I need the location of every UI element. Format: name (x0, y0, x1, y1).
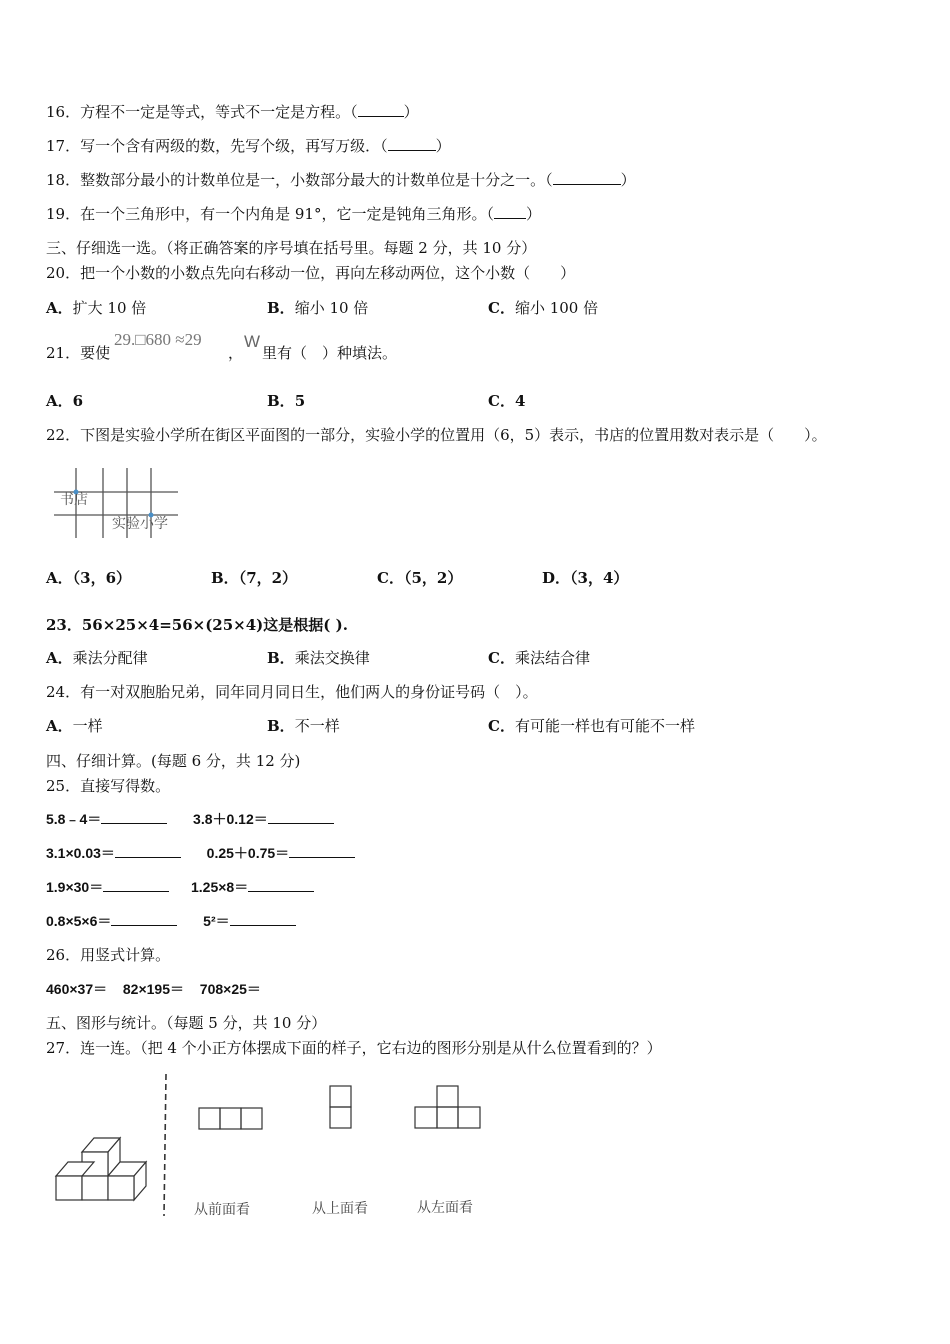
question-18: 18．整数部分最小的计数单位是一，小数部分最大的计数单位是十分之一。（ ） (46, 171, 636, 189)
question-20: 20．把一个小数的小数点先向右移动一位，再向左移动两位，这个小数（ ） (46, 264, 576, 282)
answer-blank[interactable] (289, 843, 355, 858)
question-25: 25．直接写得数。 (46, 777, 171, 795)
approx-formula: 29.□680 ≈29 (114, 330, 202, 349)
option-a[interactable]: A．6 (46, 392, 84, 410)
question-23: 23．56×25×4=56×(25×4)这是根据( ). (46, 616, 348, 634)
view-shape-row (199, 1108, 262, 1129)
answer-blank[interactable] (103, 877, 169, 892)
answer-blank[interactable] (101, 809, 167, 824)
option-b[interactable]: B．乘法交换律 (267, 649, 370, 667)
option-b[interactable]: B．不一样 (267, 717, 340, 735)
question-21-suffix: 里有（ ）种填法。 (262, 344, 398, 362)
option-a[interactable]: A．（3，6） (46, 569, 132, 587)
section-heading-4: 四、仔细计算。(每题 6 分，共 12 分) (46, 752, 301, 770)
option-c[interactable]: C．有可能一样也有可能不一样 (488, 717, 695, 735)
option-b[interactable]: B．缩小 10 倍 (267, 299, 369, 317)
answer-blank[interactable] (248, 877, 314, 892)
option-c[interactable]: C．（5，2） (377, 569, 463, 587)
square-symbol: W (244, 332, 261, 351)
formula-comma: ， (228, 344, 244, 362)
option-b[interactable]: B．（7，2） (211, 569, 298, 587)
question-26: 26．用竖式计算。 (46, 946, 171, 964)
option-a[interactable]: A．一样 (46, 717, 103, 735)
view-shape-pyramid (415, 1086, 480, 1128)
cube-stack (56, 1138, 146, 1200)
view-label-left[interactable]: 从左面看 (417, 1199, 473, 1215)
option-c[interactable]: C．缩小 100 倍 (488, 299, 599, 317)
calc-row: 0.8×5×6＝ 5²＝ (46, 911, 296, 931)
answer-blank[interactable] (115, 843, 181, 858)
question-22: 22．下图是实验小学所在街区平面图的一部分，实验小学的位置用（6，5）表示，书店的位置用数对表示是（ ）。 (46, 426, 827, 444)
answer-blank[interactable] (494, 204, 526, 219)
option-a[interactable]: A．扩大 10 倍 (46, 299, 147, 317)
bookstore-label: 书店 (60, 492, 88, 508)
answer-blank[interactable] (230, 911, 296, 926)
option-c[interactable]: C．4 (488, 392, 526, 410)
answer-blank[interactable] (268, 809, 334, 824)
view-shape-column (330, 1086, 351, 1128)
option-b[interactable]: B．5 (267, 392, 306, 410)
answer-blank[interactable] (553, 170, 621, 185)
calc-row: 3.1×0.03＝ 0.25＋0.75＝ (46, 843, 355, 863)
calc-row: 5.8﹣4＝ 3.8＋0.12＝ (46, 809, 334, 829)
question-17: 17．写一个含有两级的数，先写个级，再写万级．（ ） (46, 137, 451, 155)
option-d[interactable]: D．（3，4） (542, 569, 629, 587)
question-19: 19．在一个三角形中，有一个内角是 91°，它一定是钝角三角形。（ ） (46, 205, 541, 223)
option-a[interactable]: A．乘法分配律 (46, 649, 148, 667)
calc-row: 1.9×30＝ 1.25×8＝ (46, 877, 314, 897)
answer-blank[interactable] (388, 136, 436, 151)
section-heading-5: 五、图形与统计。（每题 5 分，共 10 分） (46, 1014, 327, 1032)
vertical-calc-items: 460×37＝ 82×195＝ 708×25＝ (46, 981, 261, 997)
school-label: 实验小学 (112, 516, 168, 532)
street-map (46, 462, 196, 542)
section-heading-3: 三、仔细选一选。（将正确答案的序号填在括号里。每题 2 分，共 10 分） (46, 239, 537, 257)
question-16: 16．方程不一定是等式，等式不一定是方程。（ ） (46, 103, 419, 121)
question-21: 21．要使 (46, 344, 111, 362)
dashed-divider (164, 1074, 166, 1216)
question-27: 27．连一连。（把 4 个小正方体摆成下面的样子，它右边的图形分别是从什么位置看到的？） (46, 1039, 662, 1057)
answer-blank[interactable] (111, 911, 177, 926)
view-label-front[interactable]: 从前面看 (194, 1201, 250, 1217)
view-label-top[interactable]: 从上面看 (312, 1200, 368, 1216)
answer-blank[interactable] (358, 102, 404, 117)
question-24: 24．有一对双胞胎兄弟，同年同月同日生，他们两人的身份证号码（ ）。 (46, 683, 538, 701)
option-c[interactable]: C．乘法结合律 (488, 649, 590, 667)
